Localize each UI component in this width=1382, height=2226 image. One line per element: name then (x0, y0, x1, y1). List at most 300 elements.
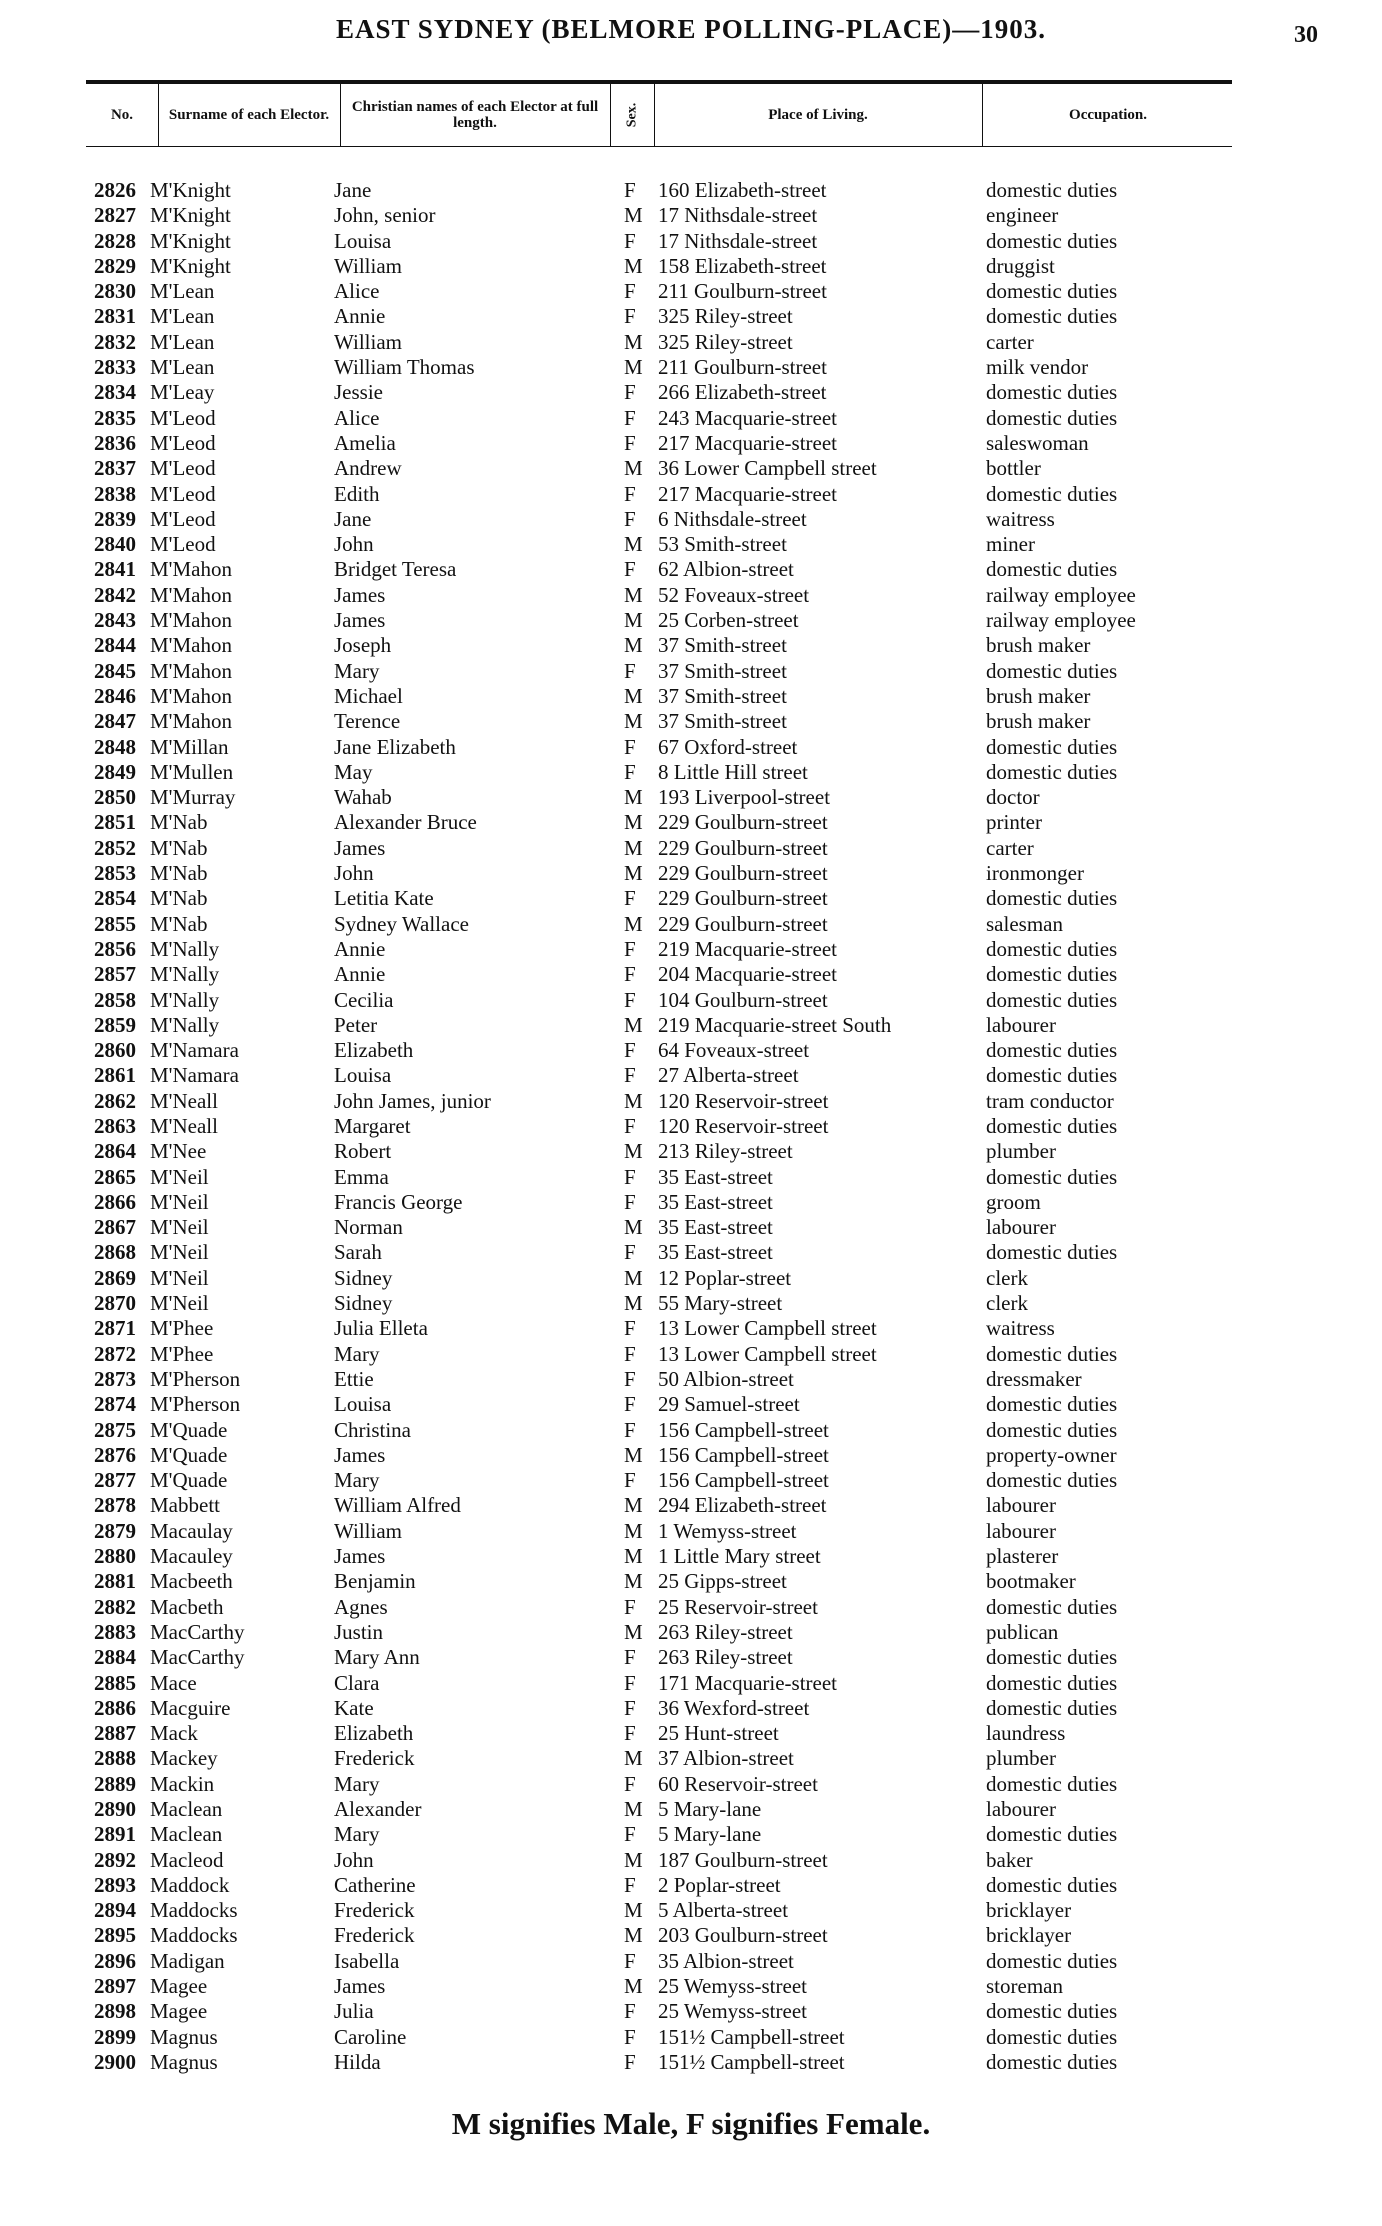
table-row (0, 1746, 1382, 1771)
elector-christian-names: Benjamin (334, 1569, 416, 1594)
elector-number: 2836 (94, 430, 136, 455)
elector-place-of-living: 37 Albion-street (658, 1746, 794, 1771)
elector-number: 2829 (94, 253, 136, 278)
elector-sex: M (624, 1012, 643, 1037)
elector-list (0, 178, 1382, 2075)
elector-number: 2875 (94, 1417, 136, 1442)
table-row (0, 1519, 1382, 1544)
elector-surname: M'Nab (150, 911, 208, 936)
elector-place-of-living: 187 Goulburn-street (658, 1847, 828, 1872)
elector-christian-names: James (334, 1442, 386, 1467)
elector-occupation: domestic duties (986, 178, 1118, 202)
elector-christian-names: John, senior (334, 203, 436, 228)
elector-place-of-living: 120 Reservoir-street (658, 1088, 829, 1113)
elector-place-of-living: 17 Nithsdale-street (658, 203, 818, 228)
elector-sex: M (624, 1746, 643, 1771)
elector-occupation: domestic duties (986, 1063, 1118, 1088)
elector-number: 2827 (94, 203, 136, 228)
elector-sex: M (624, 810, 643, 835)
table-row (0, 1949, 1382, 1974)
table-row (0, 1240, 1382, 1265)
elector-sex: M (624, 1265, 643, 1290)
elector-christian-names: Frederick (334, 1923, 415, 1948)
table-row (0, 810, 1382, 835)
elector-sex: M (624, 1847, 643, 1872)
table-row (0, 684, 1382, 709)
elector-christian-names: Hilda (334, 2049, 381, 2074)
elector-surname: Magnus (150, 2024, 218, 2049)
table-row (0, 1443, 1382, 1468)
elector-occupation: domestic duties (986, 1999, 1118, 2024)
elector-surname: M'Lean (150, 304, 215, 329)
elector-place-of-living: 36 Lower Campbell street (658, 456, 877, 481)
elector-surname: M'Murray (150, 785, 236, 810)
elector-surname: Mackin (150, 1771, 215, 1796)
elector-place-of-living: 294 Elizabeth-street (658, 1493, 827, 1518)
elector-surname: M'Knight (150, 203, 231, 228)
elector-number: 2846 (94, 683, 136, 708)
elector-christian-names: Mary (334, 1771, 380, 1796)
table-row (0, 304, 1382, 329)
elector-occupation: brush maker (986, 683, 1091, 708)
elector-occupation: domestic duties (986, 481, 1118, 506)
elector-occupation: domestic duties (986, 759, 1118, 784)
elector-christian-names: William (334, 329, 402, 354)
elector-surname: Macbeeth (150, 1569, 233, 1594)
table-row (0, 1392, 1382, 1417)
elector-number: 2849 (94, 759, 136, 784)
elector-sex: F (624, 1341, 636, 1366)
elector-occupation: domestic duties (986, 936, 1118, 961)
elector-christian-names: Edith (334, 481, 380, 506)
elector-number: 2837 (94, 456, 136, 481)
elector-christian-names: Annie (334, 936, 386, 961)
elector-place-of-living: 266 Elizabeth-street (658, 380, 827, 405)
elector-christian-names: James (334, 1974, 386, 1999)
table-row (0, 203, 1382, 228)
elector-sex: F (624, 1670, 636, 1695)
elector-surname: M'Knight (150, 178, 231, 202)
elector-number: 2840 (94, 532, 136, 557)
elector-number: 2863 (94, 1113, 136, 1138)
elector-surname: Magee (150, 1999, 208, 2024)
elector-place-of-living: 219 Macquarie-street (658, 936, 838, 961)
elector-number: 2879 (94, 1518, 136, 1543)
elector-surname: M'Mahon (150, 633, 232, 658)
elector-surname: M'Nab (150, 810, 208, 835)
elector-christian-names: Clara (334, 1670, 380, 1695)
column-header-christian-names: Christian names of each Elector at full length. (351, 99, 599, 131)
elector-christian-names: Frederick (334, 1898, 415, 1923)
elector-occupation: domestic duties (986, 228, 1118, 253)
elector-occupation: milk vendor (986, 355, 1089, 380)
elector-number: 2886 (94, 1695, 136, 1720)
table-row (0, 735, 1382, 760)
elector-christian-names: May (334, 759, 373, 784)
elector-christian-names: William Thomas (334, 355, 475, 380)
elector-number: 2842 (94, 582, 136, 607)
elector-surname: M'Quade (150, 1468, 228, 1493)
elector-occupation: domestic duties (986, 1670, 1118, 1695)
column-header-sex: Sex. (624, 102, 639, 128)
elector-sex: F (624, 1645, 636, 1670)
elector-surname: MacCarthy (150, 1645, 245, 1670)
column-header-place-of-living: Place of Living. (768, 107, 868, 123)
elector-christian-names: William (334, 253, 402, 278)
elector-number: 2832 (94, 329, 136, 354)
table-row (0, 659, 1382, 684)
elector-number: 2826 (94, 178, 136, 202)
table-row (0, 1367, 1382, 1392)
elector-sex: M (624, 1619, 643, 1644)
elector-surname: Macauley (150, 1544, 233, 1569)
elector-christian-names: Frederick (334, 1746, 415, 1771)
elector-christian-names: John (334, 532, 374, 557)
elector-number: 2891 (94, 1822, 136, 1847)
elector-surname: M'Neall (150, 1088, 218, 1113)
elector-place-of-living: 1 Little Mary street (658, 1544, 821, 1569)
elector-christian-names: James (334, 582, 386, 607)
elector-sex: F (624, 987, 636, 1012)
table-row (0, 2050, 1382, 2075)
elector-surname: Maddocks (150, 1898, 238, 1923)
elector-surname: M'Nally (150, 987, 220, 1012)
elector-number: 2841 (94, 557, 136, 582)
elector-surname: Mace (150, 1670, 197, 1695)
table-row (0, 1013, 1382, 1038)
elector-number: 2885 (94, 1670, 136, 1695)
elector-number: 2892 (94, 1847, 136, 1872)
table-row (0, 886, 1382, 911)
elector-number: 2838 (94, 481, 136, 506)
elector-sex: M (624, 532, 643, 557)
elector-place-of-living: 13 Lower Campbell street (658, 1341, 877, 1366)
elector-place-of-living: 151½ Campbell-street (658, 2024, 845, 2049)
page-title: EAST SYDNEY (BELMORE POLLING-PLACE)—1903. (335, 14, 1047, 44)
elector-surname: M'Phee (150, 1341, 214, 1366)
elector-surname: M'Neil (150, 1265, 209, 1290)
elector-place-of-living: 160 Elizabeth-street (658, 178, 827, 202)
elector-sex: F (624, 1316, 636, 1341)
elector-place-of-living: 25 Gipps-street (658, 1569, 787, 1594)
elector-christian-names: Joseph (334, 633, 392, 658)
elector-occupation: groom (986, 1189, 1041, 1214)
elector-sex: M (624, 861, 643, 886)
elector-place-of-living: 37 Smith-street (658, 658, 787, 683)
elector-surname: Maclean (150, 1822, 223, 1847)
elector-sex: M (624, 1544, 643, 1569)
elector-occupation: brush maker (986, 709, 1091, 734)
elector-place-of-living: 50 Albion-street (658, 1366, 794, 1391)
table-row (0, 1468, 1382, 1493)
elector-place-of-living: 25 Corben-street (658, 608, 799, 633)
elector-occupation: engineer (986, 203, 1059, 228)
elector-christian-names: Annie (334, 304, 386, 329)
elector-place-of-living: 204 Macquarie-street (658, 962, 838, 987)
elector-sex: M (624, 785, 643, 810)
table-row (0, 1038, 1382, 1063)
column-header-no: No. (110, 107, 134, 123)
elector-occupation: domestic duties (986, 1341, 1118, 1366)
elector-place-of-living: 25 Wemyss-street (658, 1999, 807, 2024)
elector-place-of-living: 35 Albion-street (658, 1948, 794, 1973)
elector-sex: F (624, 759, 636, 784)
elector-sex: F (624, 886, 636, 911)
table-row (0, 1873, 1382, 1898)
elector-sex: F (624, 1721, 636, 1746)
elector-sex: F (624, 1038, 636, 1063)
elector-christian-names: Cecilia (334, 987, 394, 1012)
elector-occupation: bootmaker (986, 1569, 1076, 1594)
elector-surname: Magnus (150, 2049, 218, 2074)
table-row (0, 1190, 1382, 1215)
elector-surname: M'Mahon (150, 557, 232, 582)
elector-place-of-living: 229 Goulburn-street (658, 835, 828, 860)
elector-place-of-living: 13 Lower Campbell street (658, 1316, 877, 1341)
elector-sex: F (624, 430, 636, 455)
elector-sex: F (624, 506, 636, 531)
table-row (0, 1569, 1382, 1594)
elector-occupation: domestic duties (986, 886, 1118, 911)
elector-christian-names: James (334, 608, 386, 633)
elector-place-of-living: 104 Goulburn-street (658, 987, 828, 1012)
elector-place-of-living: 229 Goulburn-street (658, 911, 828, 936)
table-row (0, 1139, 1382, 1164)
table-row (0, 1671, 1382, 1696)
elector-surname: Macaulay (150, 1518, 233, 1543)
elector-place-of-living: 12 Poplar-street (658, 1265, 792, 1290)
elector-occupation: domestic duties (986, 304, 1118, 329)
elector-number: 2898 (94, 1999, 136, 2024)
table-row (0, 1418, 1382, 1443)
elector-sex: M (624, 203, 643, 228)
elector-occupation: domestic duties (986, 1822, 1118, 1847)
elector-sex: M (624, 1518, 643, 1543)
elector-christian-names: Letitia Kate (334, 886, 434, 911)
elector-occupation: railway employee (986, 608, 1136, 633)
elector-christian-names: Michael (334, 683, 403, 708)
elector-sex: F (624, 1113, 636, 1138)
elector-number: 2872 (94, 1341, 136, 1366)
elector-surname: M'Knight (150, 228, 231, 253)
elector-place-of-living: 37 Smith-street (658, 709, 787, 734)
elector-sex: M (624, 1797, 643, 1821)
elector-sex: M (624, 608, 643, 633)
elector-place-of-living: 60 Reservoir-street (658, 1771, 818, 1796)
table-row (0, 1822, 1382, 1847)
elector-christian-names: Julia Elleta (334, 1316, 428, 1341)
elector-christian-names: Kate (334, 1695, 374, 1720)
elector-occupation: labourer (986, 1518, 1056, 1543)
table-row (0, 1898, 1382, 1923)
elector-number: 2873 (94, 1366, 136, 1391)
table-row (0, 1114, 1382, 1139)
elector-place-of-living: 52 Foveaux-street (658, 582, 810, 607)
elector-number: 2839 (94, 506, 136, 531)
elector-occupation: bricklayer (986, 1923, 1072, 1948)
elector-christian-names: Norman (334, 1215, 403, 1240)
elector-christian-names: Mary Ann (334, 1645, 420, 1670)
elector-place-of-living: 151½ Campbell-street (658, 2049, 845, 2074)
elector-occupation: domestic duties (986, 1594, 1118, 1619)
elector-place-of-living: 158 Elizabeth-street (658, 253, 827, 278)
elector-sex: F (624, 1063, 636, 1088)
elector-sex: M (624, 1569, 643, 1594)
elector-place-of-living: 35 East-street (658, 1164, 773, 1189)
elector-sex: M (624, 456, 643, 481)
elector-surname: M'Leay (150, 380, 215, 405)
elector-occupation: clerk (986, 1291, 1028, 1316)
elector-occupation: domestic duties (986, 1392, 1118, 1417)
elector-surname: M'Millan (150, 734, 229, 759)
elector-surname: MacCarthy (150, 1619, 245, 1644)
elector-place-of-living: 35 East-street (658, 1189, 773, 1214)
elector-sex: F (624, 481, 636, 506)
elector-christian-names: Agnes (334, 1594, 388, 1619)
elector-sex: M (624, 709, 643, 734)
elector-number: 2858 (94, 987, 136, 1012)
elector-number: 2845 (94, 658, 136, 683)
elector-occupation: domestic duties (986, 1645, 1118, 1670)
elector-place-of-living: 325 Riley-street (658, 329, 793, 354)
table-row (0, 279, 1382, 304)
elector-occupation: domestic duties (986, 1948, 1118, 1973)
elector-christian-names: Christina (334, 1417, 411, 1442)
elector-sex: M (624, 633, 643, 658)
elector-surname: M'Mahon (150, 709, 232, 734)
elector-place-of-living: 211 Goulburn-street (658, 279, 827, 304)
elector-surname: Mackey (150, 1746, 218, 1771)
elector-sex: M (624, 253, 643, 278)
elector-number: 2864 (94, 1139, 136, 1164)
elector-number: 2860 (94, 1038, 136, 1063)
elector-surname: M'Leod (150, 506, 216, 531)
elector-sex: F (624, 2024, 636, 2049)
elector-christian-names: Mary (334, 1341, 380, 1366)
elector-sex: F (624, 1392, 636, 1417)
elector-occupation: domestic duties (986, 1240, 1118, 1265)
elector-surname: Mabbett (150, 1493, 220, 1518)
elector-number: 2861 (94, 1063, 136, 1088)
elector-sex: F (624, 557, 636, 582)
table-row (0, 456, 1382, 481)
elector-place-of-living: 1 Wemyss-street (658, 1518, 797, 1543)
elector-number: 2895 (94, 1923, 136, 1948)
elector-surname: M'Leod (150, 456, 216, 481)
elector-occupation: domestic duties (986, 380, 1118, 405)
elector-surname: M'Neall (150, 1113, 218, 1138)
elector-christian-names: Emma (334, 1164, 389, 1189)
elector-surname: M'Phee (150, 1316, 214, 1341)
elector-christian-names: Terence (334, 709, 401, 734)
elector-occupation: printer (986, 810, 1042, 835)
elector-number: 2844 (94, 633, 136, 658)
elector-number: 2862 (94, 1088, 136, 1113)
elector-number: 2871 (94, 1316, 136, 1341)
elector-christian-names: Isabella (334, 1948, 400, 1973)
elector-sex: F (624, 1240, 636, 1265)
elector-surname: Maddock (150, 1872, 230, 1897)
elector-sex: M (624, 1898, 643, 1923)
table-row (0, 1645, 1382, 1670)
table-row (0, 1999, 1382, 2024)
elector-christian-names: Mary (334, 1468, 380, 1493)
elector-occupation: plumber (986, 1746, 1056, 1771)
table-row (0, 1544, 1382, 1569)
elector-sex: F (624, 2049, 636, 2074)
elector-sex: F (624, 1771, 636, 1796)
elector-sex: F (624, 1164, 636, 1189)
elector-number: 2859 (94, 1012, 136, 1037)
table-row (0, 912, 1382, 937)
elector-surname: M'Namara (150, 1063, 239, 1088)
elector-occupation: domestic duties (986, 1872, 1118, 1897)
elector-number: 2843 (94, 608, 136, 633)
table-row (0, 1291, 1382, 1316)
elector-surname: Maclean (150, 1797, 223, 1821)
table-row (0, 355, 1382, 380)
elector-sex: F (624, 405, 636, 430)
elector-sex: F (624, 178, 636, 202)
table-row (0, 785, 1382, 810)
column-header-sex-cell (612, 86, 652, 144)
elector-occupation: carter (986, 835, 1034, 860)
table-row (0, 330, 1382, 355)
elector-surname: M'Neil (150, 1215, 209, 1240)
table-row (0, 1721, 1382, 1746)
elector-surname: M'Neil (150, 1189, 209, 1214)
elector-sex: F (624, 304, 636, 329)
table-row (0, 1848, 1382, 1873)
column-header-surname: Surname of each Elector. (168, 107, 330, 123)
elector-christian-names: John (334, 1847, 374, 1872)
elector-christian-names: Sarah (334, 1240, 382, 1265)
elector-christian-names: Catherine (334, 1872, 416, 1897)
elector-sex: F (624, 1999, 636, 2024)
elector-occupation: dressmaker (986, 1366, 1082, 1391)
table-row (0, 988, 1382, 1013)
elector-occupation: domestic duties (986, 1695, 1118, 1720)
elector-sex: M (624, 1139, 643, 1164)
elector-christian-names: Justin (334, 1619, 384, 1644)
elector-number: 2851 (94, 810, 136, 835)
elector-occupation: domestic duties (986, 557, 1118, 582)
table-row (0, 1342, 1382, 1367)
elector-christian-names: Alice (334, 279, 380, 304)
table-row (0, 2025, 1382, 2050)
elector-occupation: domestic duties (986, 279, 1118, 304)
table-row (0, 1063, 1382, 1088)
elector-surname: M'Namara (150, 1038, 239, 1063)
elector-place-of-living: 29 Samuel-street (658, 1392, 800, 1417)
elector-place-of-living: 219 Macquarie-street South (658, 1012, 892, 1037)
elector-occupation: bottler (986, 456, 1041, 481)
elector-number: 2869 (94, 1265, 136, 1290)
column-header-occupation: Occupation. (1069, 107, 1147, 123)
table-row (0, 406, 1382, 431)
table-row (0, 1316, 1382, 1341)
elector-christian-names: Sydney Wallace (334, 911, 469, 936)
table-row (0, 760, 1382, 785)
elector-sex: M (624, 1974, 643, 1999)
elector-sex: M (624, 835, 643, 860)
elector-surname: M'Nab (150, 886, 208, 911)
table-row (0, 709, 1382, 734)
column-divider (654, 84, 655, 146)
elector-number: 2850 (94, 785, 136, 810)
elector-christian-names: Alexander (334, 1797, 422, 1821)
elector-surname: M'Leod (150, 481, 216, 506)
